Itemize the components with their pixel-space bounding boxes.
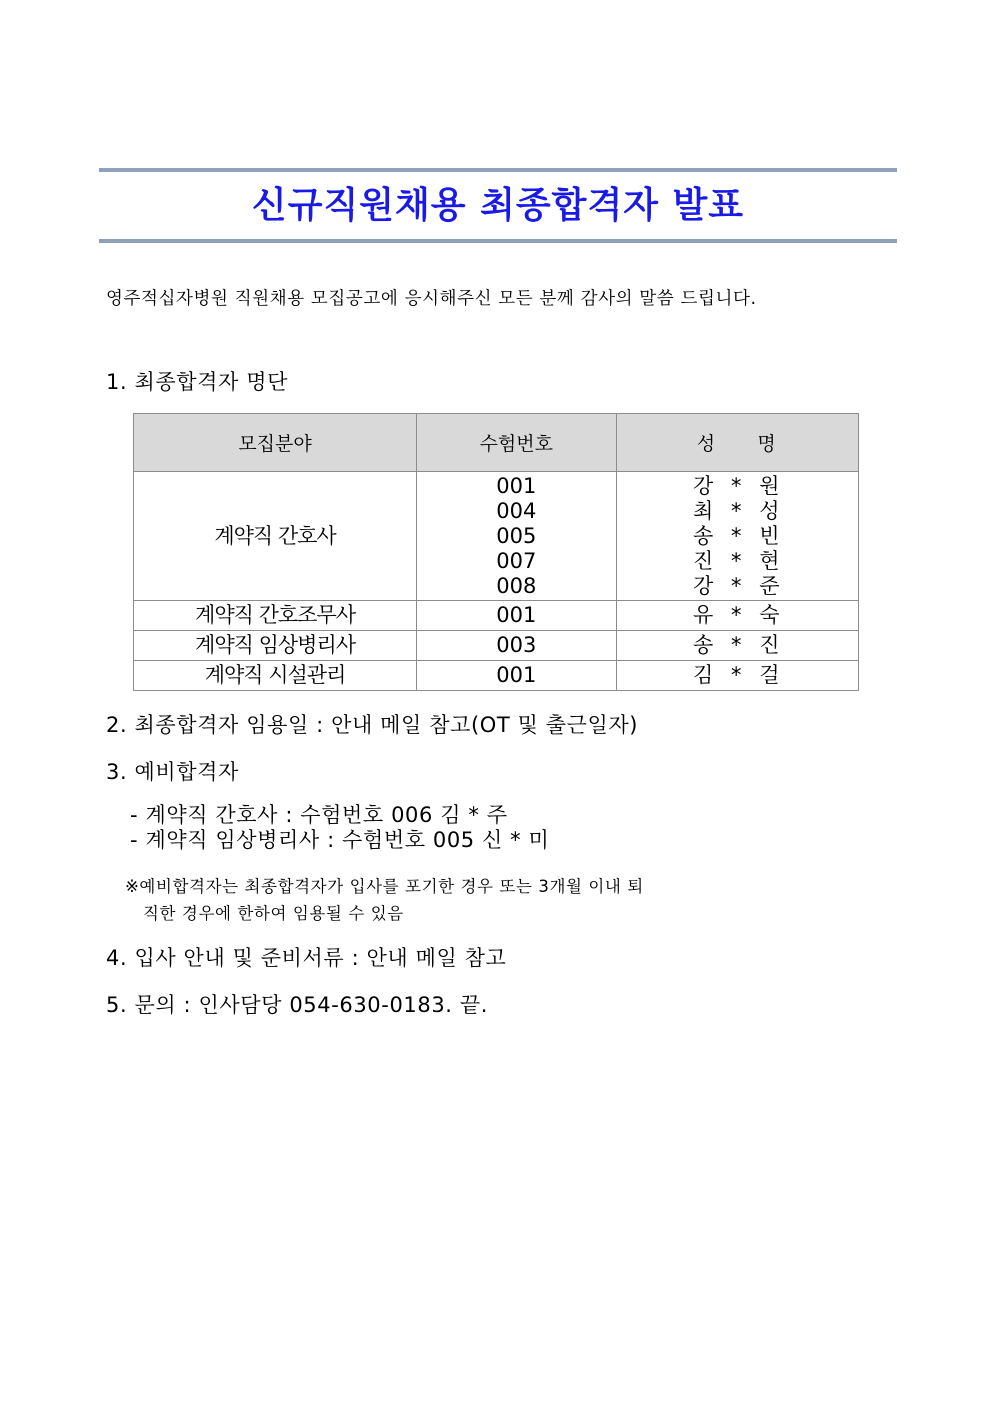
name-cell: 송 * 진 xyxy=(616,631,858,661)
name-cell: 김 * 걸 xyxy=(616,661,858,691)
note-line: ※예비합격자는 최종합격자가 입사를 포기한 경우 또는 3개월 이내 퇴 xyxy=(125,877,644,896)
finalist-name: 강 * 준 xyxy=(693,573,782,598)
reserve-item: - 계약직 간호사 : 수험번호 006 김 * 주 xyxy=(130,803,508,827)
note-line: 직한 경우에 한하여 임용될 수 있음 xyxy=(143,904,404,923)
exam-number-cell xyxy=(417,472,616,601)
section-1-heading: 1. 최종합격자 명단 xyxy=(106,370,288,394)
section-4-heading: 4. 입사 안내 및 준비서류 : 안내 메일 참고 xyxy=(106,946,507,970)
intro-text: 영주적십자병원 직원채용 모집공고에 응시해주신 모든 분께 감사의 말씀 드립니다. xyxy=(106,289,757,309)
category-cell: 계약직 간호사 xyxy=(134,472,417,601)
title-bottom-rule xyxy=(99,239,897,243)
table-row xyxy=(134,631,859,661)
exam-number: 008 xyxy=(496,573,537,598)
name-cell xyxy=(616,472,858,601)
header-category: 모집분야 xyxy=(134,414,417,472)
page-title: 신규직원채용 최종합격자 발표 xyxy=(251,185,745,226)
reserve-note xyxy=(125,873,644,927)
title-top-rule xyxy=(99,168,897,172)
header-exam-number: 수험번호 xyxy=(417,414,616,472)
exam-number-cell: 001 xyxy=(417,661,616,691)
section-5-heading: 5. 문의 : 인사담당 054-630-0183. 끝. xyxy=(106,993,489,1017)
category-cell: 계약직 임상병리사 xyxy=(134,631,417,661)
reserve-list xyxy=(130,803,549,853)
name-cell: 유 * 숙 xyxy=(616,601,858,631)
exam-number-cell: 003 xyxy=(417,631,616,661)
exam-number: 007 xyxy=(496,548,537,573)
finalist-name: 송 * 빈 xyxy=(693,523,782,548)
table-row xyxy=(134,601,859,631)
category-cell: 계약직 간호조무사 xyxy=(134,601,417,631)
section-2-heading: 2. 최종합격자 임용일 : 안내 메일 참고(OT 및 출근일자) xyxy=(106,713,639,737)
category-cell: 계약직 시설관리 xyxy=(134,661,417,691)
table-row xyxy=(134,472,859,601)
exam-number: 001 xyxy=(496,473,537,498)
finalist-name: 진 * 현 xyxy=(693,548,782,573)
header-name: 성 명 xyxy=(616,414,858,472)
exam-number-cell: 001 xyxy=(417,601,616,631)
table-row xyxy=(134,661,859,691)
exam-number: 004 xyxy=(496,498,537,523)
exam-number: 005 xyxy=(496,523,537,548)
finalist-name: 최 * 성 xyxy=(693,498,782,523)
section-3-heading: 3. 예비합격자 xyxy=(106,760,239,784)
finalist-name: 강 * 원 xyxy=(693,473,782,498)
reserve-item: - 계약직 임상병리사 : 수험번호 005 신 * 미 xyxy=(130,828,550,852)
table-header-row xyxy=(134,414,859,472)
finalist-table xyxy=(133,413,859,691)
